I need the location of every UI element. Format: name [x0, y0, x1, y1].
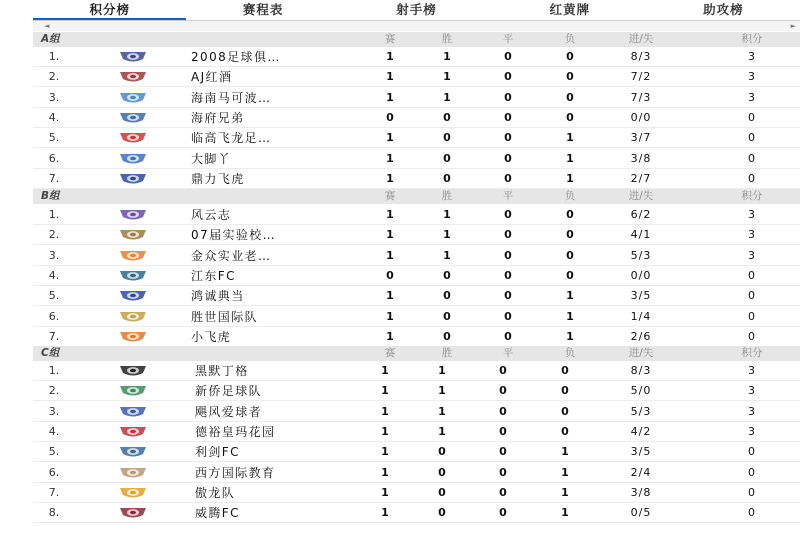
- played-cell: 1: [386, 172, 394, 185]
- won-cell: 1: [443, 70, 451, 83]
- team-logo-icon: [117, 172, 149, 186]
- points-cell: 3: [748, 228, 756, 241]
- goals-cell: 5/0: [630, 384, 652, 397]
- rank-cell: 5.: [48, 445, 60, 458]
- horizontal-scrollbar[interactable]: [33, 21, 800, 31]
- played-header: 赛: [384, 33, 396, 45]
- points-header: 积分: [741, 190, 763, 202]
- team-logo-icon: [117, 289, 149, 303]
- goals-cell: 2/4: [630, 466, 652, 479]
- tab-schedule[interactable]: 赛程表: [242, 2, 284, 17]
- tab-standings[interactable]: 积分榜: [33, 0, 186, 20]
- lost-cell: 1: [566, 330, 574, 343]
- lost-cell: 0: [566, 111, 574, 124]
- team-row[interactable]: [33, 149, 800, 169]
- draw-cell: 0: [504, 208, 512, 221]
- rank-cell: 2.: [48, 70, 60, 83]
- won-cell: 1: [438, 425, 446, 438]
- goals-cell: 3/8: [630, 486, 652, 499]
- goals-cell: 0/5: [630, 506, 652, 519]
- team-name-link[interactable]: 傲龙队: [195, 486, 236, 500]
- points-header: 积分: [741, 347, 763, 359]
- group-name: B组: [41, 190, 60, 202]
- played-cell: 1: [381, 425, 389, 438]
- won-cell: 0: [438, 445, 446, 458]
- lost-cell: 0: [566, 70, 574, 83]
- rank-cell: 7.: [48, 486, 60, 499]
- team-logo-icon: [117, 131, 149, 145]
- team-name-link[interactable]: 海府兄弟: [191, 111, 245, 125]
- team-name-link[interactable]: 利剑FC: [195, 445, 240, 459]
- team-name-link[interactable]: 鼎力飞虎: [191, 172, 245, 186]
- team-logo-icon: [117, 506, 149, 520]
- points-cell: 0: [748, 172, 756, 185]
- goals-cell: 4/2: [630, 425, 652, 438]
- points-cell: 3: [748, 50, 756, 63]
- team-name-link[interactable]: 海南马可波…: [191, 91, 272, 105]
- tab-top-scorers[interactable]: 射手榜: [396, 2, 437, 17]
- won-cell: 1: [443, 50, 451, 63]
- played-cell: 1: [386, 330, 394, 343]
- team-name-link[interactable]: 大脚丫: [191, 152, 232, 166]
- points-cell: 3: [748, 208, 756, 221]
- points-cell: 0: [748, 486, 756, 499]
- team-name-link[interactable]: 德裕皇玛花园: [195, 425, 276, 439]
- draw-cell: 0: [499, 486, 507, 499]
- points-cell: 3: [748, 405, 756, 418]
- draw-cell: 0: [499, 405, 507, 418]
- team-name-link[interactable]: 2008足球俱…: [191, 50, 281, 64]
- team-logo-icon: [117, 269, 149, 283]
- team-name-link[interactable]: 07届实验校…: [191, 228, 277, 242]
- scroll-right-arrow-icon[interactable]: ►: [790, 22, 796, 30]
- lost-cell: 1: [566, 131, 574, 144]
- goals-cell: 6/2: [630, 208, 652, 221]
- played-cell: 1: [386, 50, 394, 63]
- tab-bar: [33, 0, 800, 21]
- team-name-link[interactable]: 江东FC: [191, 269, 236, 283]
- team-name-link[interactable]: 小飞虎: [191, 330, 232, 344]
- team-row[interactable]: [33, 286, 800, 306]
- lost-cell: 0: [561, 405, 569, 418]
- draw-header: 平: [502, 347, 514, 359]
- lost-cell: 1: [566, 289, 574, 302]
- points-cell: 3: [748, 425, 756, 438]
- team-logo-icon: [117, 466, 149, 480]
- rank-cell: 2.: [48, 384, 60, 397]
- team-row[interactable]: [33, 483, 800, 503]
- draw-cell: 0: [504, 131, 512, 144]
- team-row[interactable]: [33, 169, 800, 189]
- team-row[interactable]: [33, 463, 800, 483]
- draw-cell: 0: [499, 445, 507, 458]
- team-logo-icon: [117, 70, 149, 84]
- team-row[interactable]: [33, 442, 800, 462]
- goals-cell: 7/2: [630, 70, 652, 83]
- tab-assists[interactable]: 助攻榜: [703, 2, 744, 17]
- lost-cell: 1: [561, 506, 569, 519]
- won-cell: 0: [443, 172, 451, 185]
- team-row[interactable]: [33, 108, 800, 128]
- goals-cell: 3/5: [630, 445, 652, 458]
- team-row[interactable]: [33, 503, 800, 523]
- played-cell: 1: [381, 384, 389, 397]
- draw-cell: 0: [504, 228, 512, 241]
- draw-cell: 0: [504, 50, 512, 63]
- won-cell: 1: [438, 364, 446, 377]
- team-logo-icon: [117, 50, 149, 64]
- won-header: 胜: [441, 33, 453, 45]
- team-name-link[interactable]: 黑默丁格: [195, 364, 249, 378]
- rank-cell: 4.: [48, 269, 60, 282]
- points-cell: 0: [748, 445, 756, 458]
- goals-cell: 0/0: [630, 111, 652, 124]
- won-cell: 1: [443, 228, 451, 241]
- team-row[interactable]: [33, 225, 800, 245]
- team-logo-icon: [117, 228, 149, 242]
- points-header: 积分: [741, 33, 763, 45]
- played-cell: 1: [386, 208, 394, 221]
- lost-header: 负: [564, 33, 576, 45]
- team-row[interactable]: [33, 246, 800, 266]
- played-cell: 1: [381, 486, 389, 499]
- lost-cell: 0: [566, 50, 574, 63]
- draw-cell: 0: [504, 330, 512, 343]
- rank-cell: 8.: [48, 506, 60, 519]
- draw-cell: 0: [504, 172, 512, 185]
- points-cell: 3: [748, 91, 756, 104]
- rank-cell: 2.: [48, 228, 60, 241]
- goals-cell: 8/3: [630, 364, 652, 377]
- goals-header: 进/失: [628, 33, 654, 45]
- won-cell: 0: [438, 466, 446, 479]
- team-row[interactable]: [33, 327, 800, 347]
- won-cell: 1: [438, 405, 446, 418]
- draw-cell: 0: [504, 111, 512, 124]
- team-logo-icon: [117, 486, 149, 500]
- won-cell: 0: [443, 269, 451, 282]
- points-cell: 0: [748, 111, 756, 124]
- draw-cell: 0: [504, 310, 512, 323]
- points-cell: 0: [748, 310, 756, 323]
- played-cell: 1: [386, 289, 394, 302]
- won-cell: 0: [438, 506, 446, 519]
- group-name: C组: [41, 347, 60, 359]
- played-cell: 0: [386, 269, 394, 282]
- lost-cell: 1: [566, 172, 574, 185]
- rank-cell: 6.: [48, 466, 60, 479]
- won-cell: 1: [443, 249, 451, 262]
- team-row[interactable]: [33, 361, 800, 381]
- rank-cell: 1.: [48, 50, 60, 63]
- won-cell: 0: [443, 310, 451, 323]
- team-logo-icon: [117, 310, 149, 324]
- played-cell: 1: [386, 70, 394, 83]
- rank-cell: 3.: [48, 405, 60, 418]
- played-cell: 1: [381, 445, 389, 458]
- won-header: 胜: [441, 190, 453, 202]
- won-cell: 0: [438, 486, 446, 499]
- played-cell: 1: [381, 364, 389, 377]
- scroll-left-arrow-icon[interactable]: ◄: [44, 22, 50, 30]
- played-cell: 1: [381, 506, 389, 519]
- team-name-link[interactable]: 胜世国际队: [191, 310, 259, 324]
- rank-cell: 5.: [48, 289, 60, 302]
- team-row[interactable]: [33, 88, 800, 108]
- team-row[interactable]: [33, 402, 800, 422]
- team-row[interactable]: [33, 422, 800, 442]
- team-name-link[interactable]: 威腾FC: [195, 506, 240, 520]
- team-row[interactable]: [33, 381, 800, 401]
- draw-cell: 0: [504, 269, 512, 282]
- points-cell: 0: [748, 466, 756, 479]
- points-cell: 3: [748, 70, 756, 83]
- lost-cell: 0: [561, 364, 569, 377]
- team-logo-icon: [117, 249, 149, 263]
- tab-cards[interactable]: 红黄牌: [549, 2, 591, 17]
- draw-cell: 0: [499, 466, 507, 479]
- goals-cell: 5/3: [630, 405, 652, 418]
- rank-cell: 5.: [48, 131, 60, 144]
- points-cell: 3: [748, 249, 756, 262]
- points-cell: 0: [748, 269, 756, 282]
- points-cell: 0: [748, 131, 756, 144]
- team-logo-icon: [117, 425, 149, 439]
- lost-cell: 0: [566, 228, 574, 241]
- lost-cell: 0: [561, 384, 569, 397]
- rank-cell: 4.: [48, 425, 60, 438]
- lost-cell: 1: [566, 310, 574, 323]
- draw-cell: 0: [499, 425, 507, 438]
- team-name-link[interactable]: 西方国际教育: [195, 466, 276, 480]
- team-row[interactable]: [33, 307, 800, 327]
- team-logo-icon: [117, 152, 149, 166]
- team-logo-icon: [117, 91, 149, 105]
- won-cell: 1: [443, 91, 451, 104]
- rank-cell: 3.: [48, 91, 60, 104]
- played-header: 赛: [384, 190, 396, 202]
- draw-cell: 0: [499, 364, 507, 377]
- rank-cell: 7.: [48, 330, 60, 343]
- points-cell: 0: [748, 330, 756, 343]
- played-cell: 1: [386, 249, 394, 262]
- draw-cell: 0: [504, 91, 512, 104]
- points-cell: 0: [748, 506, 756, 519]
- draw-header: 平: [502, 190, 514, 202]
- lost-cell: 0: [566, 208, 574, 221]
- team-name-link[interactable]: 临高飞龙足…: [191, 131, 272, 145]
- played-cell: 1: [386, 152, 394, 165]
- draw-cell: 0: [504, 289, 512, 302]
- points-cell: 3: [748, 364, 756, 377]
- team-logo-icon: [117, 445, 149, 459]
- points-cell: 3: [748, 384, 756, 397]
- goals-cell: 3/5: [630, 289, 652, 302]
- played-cell: 1: [386, 131, 394, 144]
- goals-cell: 0/0: [630, 269, 652, 282]
- goals-cell: 4/1: [630, 228, 652, 241]
- goals-cell: 8/3: [630, 50, 652, 63]
- goals-cell: 7/3: [630, 91, 652, 104]
- rank-cell: 6.: [48, 152, 60, 165]
- group-header: [33, 346, 800, 361]
- won-cell: 0: [443, 152, 451, 165]
- goals-cell: 5/3: [630, 249, 652, 262]
- played-cell: 1: [386, 228, 394, 241]
- rank-cell: 6.: [48, 310, 60, 323]
- points-cell: 0: [748, 152, 756, 165]
- group-header: [33, 32, 800, 47]
- draw-cell: 0: [504, 70, 512, 83]
- goals-cell: 2/6: [630, 330, 652, 343]
- played-cell: 1: [386, 310, 394, 323]
- team-name-link[interactable]: 风云志: [191, 208, 232, 222]
- lost-header: 负: [564, 190, 576, 202]
- played-header: 赛: [384, 347, 396, 359]
- team-logo-icon: [117, 208, 149, 222]
- team-name-link[interactable]: 飓风爱球者: [195, 405, 263, 419]
- goals-cell: 3/7: [630, 131, 652, 144]
- team-row[interactable]: [33, 205, 800, 225]
- won-header: 胜: [441, 347, 453, 359]
- rank-cell: 3.: [48, 249, 60, 262]
- rank-cell: 1.: [48, 364, 60, 377]
- goals-header: 进/失: [628, 190, 654, 202]
- team-row[interactable]: [33, 128, 800, 148]
- draw-cell: 0: [499, 506, 507, 519]
- group-header: [33, 189, 800, 204]
- standings-widget: [33, 0, 800, 533]
- lost-header: 负: [564, 347, 576, 359]
- lost-cell: 1: [566, 152, 574, 165]
- draw-header: 平: [502, 33, 514, 45]
- team-logo-icon: [117, 111, 149, 125]
- won-cell: 0: [443, 111, 451, 124]
- lost-cell: 0: [566, 269, 574, 282]
- goals-header: 进/失: [628, 347, 654, 359]
- played-cell: 1: [381, 405, 389, 418]
- won-cell: 0: [443, 330, 451, 343]
- team-name-link[interactable]: 鸿诚典当: [191, 289, 245, 303]
- team-logo-icon: [117, 330, 149, 344]
- lost-cell: 0: [566, 91, 574, 104]
- team-name-link[interactable]: 金众实业老…: [191, 249, 272, 263]
- goals-cell: 3/8: [630, 152, 652, 165]
- played-cell: 1: [386, 91, 394, 104]
- goals-cell: 1/4: [630, 310, 652, 323]
- lost-cell: 1: [561, 466, 569, 479]
- goals-cell: 2/7: [630, 172, 652, 185]
- team-row[interactable]: [33, 266, 800, 286]
- lost-cell: 0: [561, 425, 569, 438]
- lost-cell: 1: [561, 486, 569, 499]
- won-cell: 0: [443, 131, 451, 144]
- team-row[interactable]: [33, 67, 800, 87]
- draw-cell: 0: [504, 249, 512, 262]
- played-cell: 1: [381, 466, 389, 479]
- lost-cell: 0: [566, 249, 574, 262]
- rank-cell: 4.: [48, 111, 60, 124]
- draw-cell: 0: [499, 384, 507, 397]
- points-cell: 0: [748, 289, 756, 302]
- rank-cell: 1.: [48, 208, 60, 221]
- won-cell: 0: [443, 289, 451, 302]
- won-cell: 1: [438, 384, 446, 397]
- won-cell: 1: [443, 208, 451, 221]
- rank-cell: 7.: [48, 172, 60, 185]
- team-row[interactable]: [33, 47, 800, 67]
- team-name-link[interactable]: 新侨足球队: [195, 384, 263, 398]
- lost-cell: 1: [561, 445, 569, 458]
- played-cell: 0: [386, 111, 394, 124]
- draw-cell: 0: [504, 152, 512, 165]
- team-logo-icon: [117, 405, 149, 419]
- team-logo-icon: [117, 384, 149, 398]
- team-logo-icon: [117, 364, 149, 378]
- team-name-link[interactable]: AJ红酒: [191, 70, 233, 84]
- group-name: A组: [41, 33, 60, 45]
